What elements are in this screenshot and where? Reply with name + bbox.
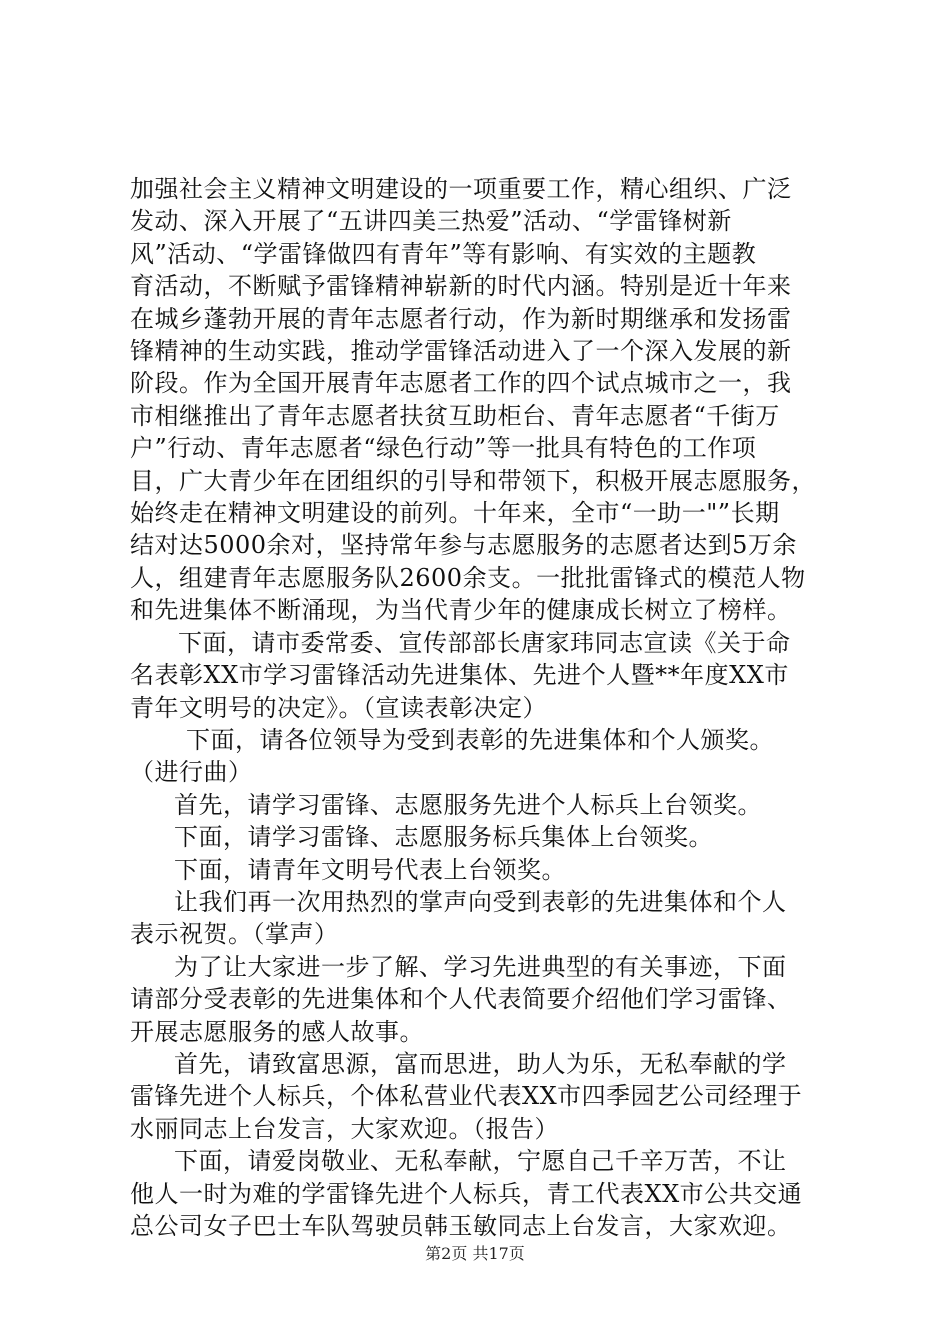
text-line: 在城乡蓬勃开展的青年志愿者行动，作为新时期继承和发扬雷 <box>130 304 792 333</box>
text-line: 目，广大青少年在团组织的引导和带领下，积极开展志愿服务， <box>130 466 816 495</box>
text-line: 雷锋先进个人标兵，个体私营业代表XX市四季园艺公司经理于 <box>130 1082 803 1111</box>
text-line: 锋精神的生动实践，推动学雷锋活动进入了一个深入发展的新 <box>130 337 792 366</box>
text-line: 下面，请市委常委、宣传部部长唐家玮同志宣读《关于命 <box>178 628 791 657</box>
text-line: 表示祝贺。（掌声） <box>130 920 339 949</box>
text-line: 市相继推出了青年志愿者扶贫互助柜台、青年志愿者“千街万 <box>130 401 780 430</box>
text-line: 始终走在精神文明建设的前列。十年来，全市“一助一"”长期 <box>130 499 780 528</box>
text-line: （进行曲） <box>130 758 253 787</box>
text-line: 青年文明号的决定》。（宣读表彰决定） <box>130 693 547 722</box>
text-line: 下面，请爱岗敬业、无私奉献，宁愿自己千辛万苦，不让 <box>174 1147 787 1176</box>
text-line: 人，组建青年志愿服务队2600余支。一批批雷锋式的模范人物 <box>130 563 806 592</box>
text-line: 让我们再一次用热烈的掌声向受到表彰的先进集体和个人 <box>174 887 787 916</box>
text-line: 育活动，不断赋予雷锋精神崭新的时代内涵。特别是近十年来 <box>130 272 792 301</box>
text-line: 和先进集体不断涌现，为当代青少年的健康成长树立了榜样。 <box>130 596 792 625</box>
text-line: 阶段。作为全国开展青年志愿者工作的四个试点城市之一，我 <box>130 369 792 398</box>
text-line: 户”行动、青年志愿者“绿色行动”等一批具有特色的工作项 <box>130 434 757 463</box>
text-line: 请部分受表彰的先进集体和个人代表简要介绍他们学习雷锋、 <box>130 985 792 1014</box>
text-line: 名表彰XX市学习雷锋活动先进集体、先进个人暨**年度XX市 <box>130 661 789 690</box>
text-line: 他人一时为难的学雷锋先进个人标兵，青工代表XX市公共交通 <box>130 1179 803 1208</box>
text-line: 风”活动、“学雷锋做四有青年”等有影响、有实效的主题教 <box>130 239 757 268</box>
text-line: 总公司女子巴士车队驾驶员韩玉敏同志上台发言，大家欢迎。 <box>130 1212 792 1240</box>
text-line: 下面，请各位领导为受到表彰的先进集体和个人颁奖。 <box>186 725 774 754</box>
text-line: 首先，请学习雷锋、志愿服务先进个人标兵上台领奖。 <box>174 790 762 819</box>
text-line: 下面，请青年文明号代表上台领奖。 <box>174 855 566 884</box>
text-line: 下面，请学习雷锋、志愿服务标兵集体上台领奖。 <box>174 823 713 852</box>
text-line: 首先，请致富思源，富而思进，助人为乐，无私奉献的学 <box>174 1049 787 1078</box>
text-line: 发动、深入开展了“五讲四美三热爱”活动、“学雷锋树新 <box>130 207 732 236</box>
text-line: 水丽同志上台发言，大家欢迎。（报告） <box>130 1114 559 1143</box>
text-line: 开展志愿服务的感人故事。 <box>130 1017 424 1046</box>
page-footer: 第2页 共17页 <box>425 1244 525 1263</box>
text-line: 为了让大家进一步了解、学习先进典型的有关事迹，下面 <box>174 952 787 981</box>
body-text <box>130 173 830 1242</box>
text-line: 结对达5000余对，坚持常年参与志愿服务的志愿者达到5万余 <box>130 531 797 560</box>
text-line: 加强社会主义精神文明建设的一项重要工作，精心组织、广泛 <box>130 175 792 203</box>
